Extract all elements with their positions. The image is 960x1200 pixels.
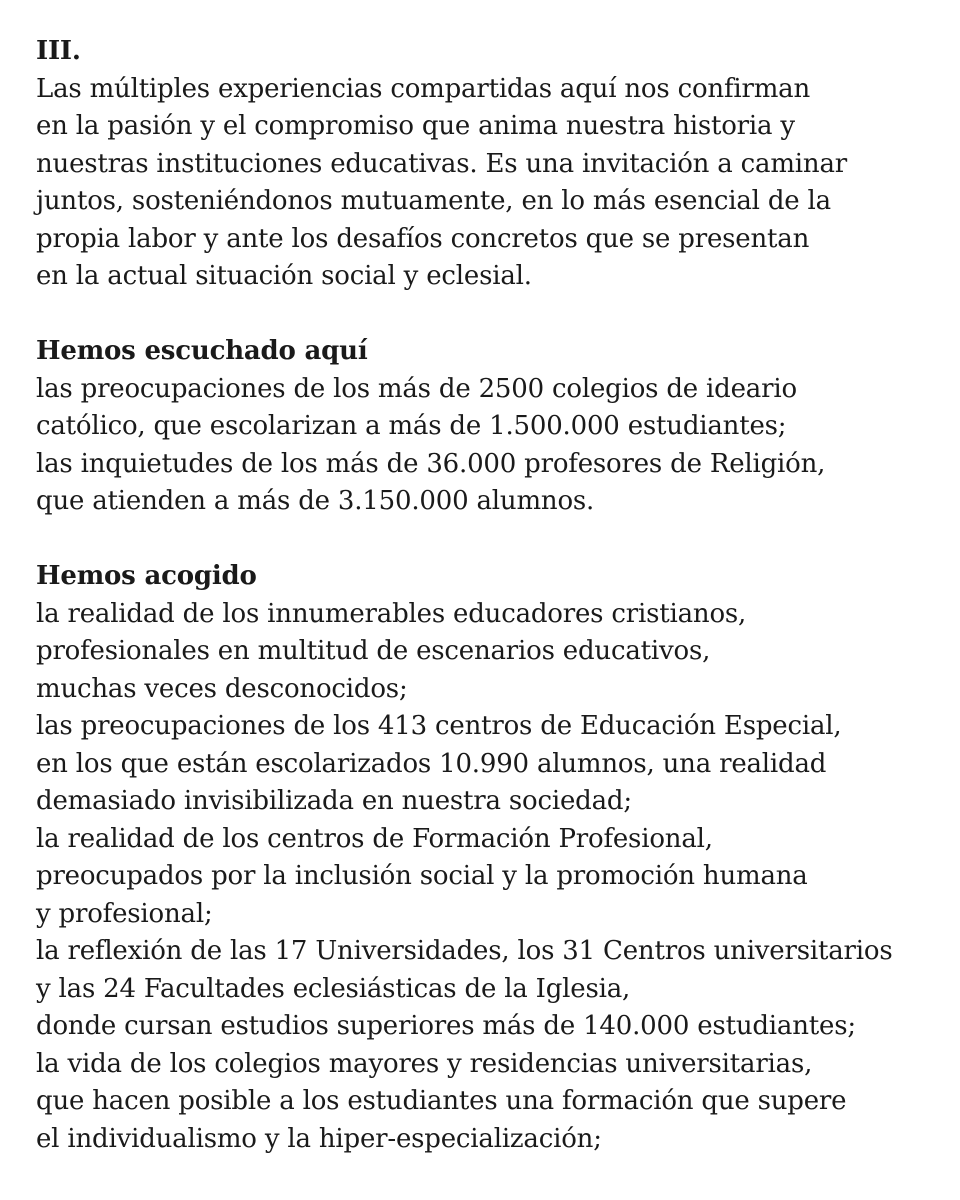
escuchado-line: que atienden a más de 3.150.000 alumnos. bbox=[36, 486, 595, 516]
acogido-line: las preocupaciones de los 413 centros de Educación Especial, bbox=[36, 711, 842, 741]
acogido-line: profesionales en multitud de escenarios educativos, bbox=[36, 636, 711, 666]
acogido-line: que hacen posible a los estudiantes una formación que supere bbox=[36, 1086, 847, 1116]
acogido-line: el individualismo y la hiper-especialización; bbox=[36, 1123, 602, 1154]
intro-line: Las múltiples experiencias compartidas aquí nos confirman bbox=[36, 73, 811, 104]
acogido-line: demasiado invisibilizada en nuestra sociedad; bbox=[36, 786, 632, 816]
acogido-line: donde cursan estudios superiores más de 140.000 estudiantes; bbox=[36, 1011, 856, 1041]
acogido-line: en los que están escolarizados 10.990 alumnos, una realidad bbox=[36, 748, 827, 779]
intro-line: juntos, sosteniéndonos mutuamente, en lo más esencial de la bbox=[36, 186, 831, 216]
acogido-heading: Hemos acogido bbox=[36, 561, 257, 591]
intro-paragraph bbox=[36, 71, 960, 296]
intro-line: propia labor y ante los desafíos concretos que se presentan bbox=[36, 223, 810, 254]
escuchado-line: las inquietudes de los más de 36.000 profesores de Religión, bbox=[36, 448, 826, 479]
acogido-line: y las 24 Facultades eclesiásticas de la Iglesia, bbox=[36, 973, 631, 1004]
paragraph-spacer bbox=[36, 521, 960, 559]
escuchado-line: las preocupaciones de los más de 2500 colegios de ideario bbox=[36, 373, 797, 404]
acogido-line: preocupados por la inclusión social y la promoción humana bbox=[36, 861, 808, 891]
acogido-line: muchas veces desconocidos; bbox=[36, 673, 408, 704]
escuchado-line: católico, que escolarizan a más de 1.500.000 estudiantes; bbox=[36, 411, 787, 441]
intro-line: en la pasión y el compromiso que anima nuestra historia y bbox=[36, 111, 795, 141]
paragraph-spacer bbox=[36, 296, 960, 334]
intro-line: en la actual situación social y eclesial. bbox=[36, 261, 532, 291]
section-number: III. bbox=[36, 36, 81, 66]
acogido-line: la vida de los colegios mayores y residencias universitarias, bbox=[36, 1048, 813, 1079]
acogido-line: la realidad de los centros de Formación Profesional, bbox=[36, 823, 713, 854]
escuchado-heading: Hemos escuchado aquí bbox=[36, 336, 368, 366]
acogido-line: y profesional; bbox=[36, 898, 213, 929]
acogido-line: la reflexión de las 17 Universidades, los 31 Centros universitarios bbox=[36, 936, 893, 966]
escuchado-section bbox=[36, 333, 960, 521]
intro-line: nuestras instituciones educativas. Es una invitación a caminar bbox=[36, 148, 847, 179]
acogido-line: la realidad de los innumerables educadores cristianos, bbox=[36, 598, 747, 629]
acogido-section bbox=[36, 558, 960, 1158]
